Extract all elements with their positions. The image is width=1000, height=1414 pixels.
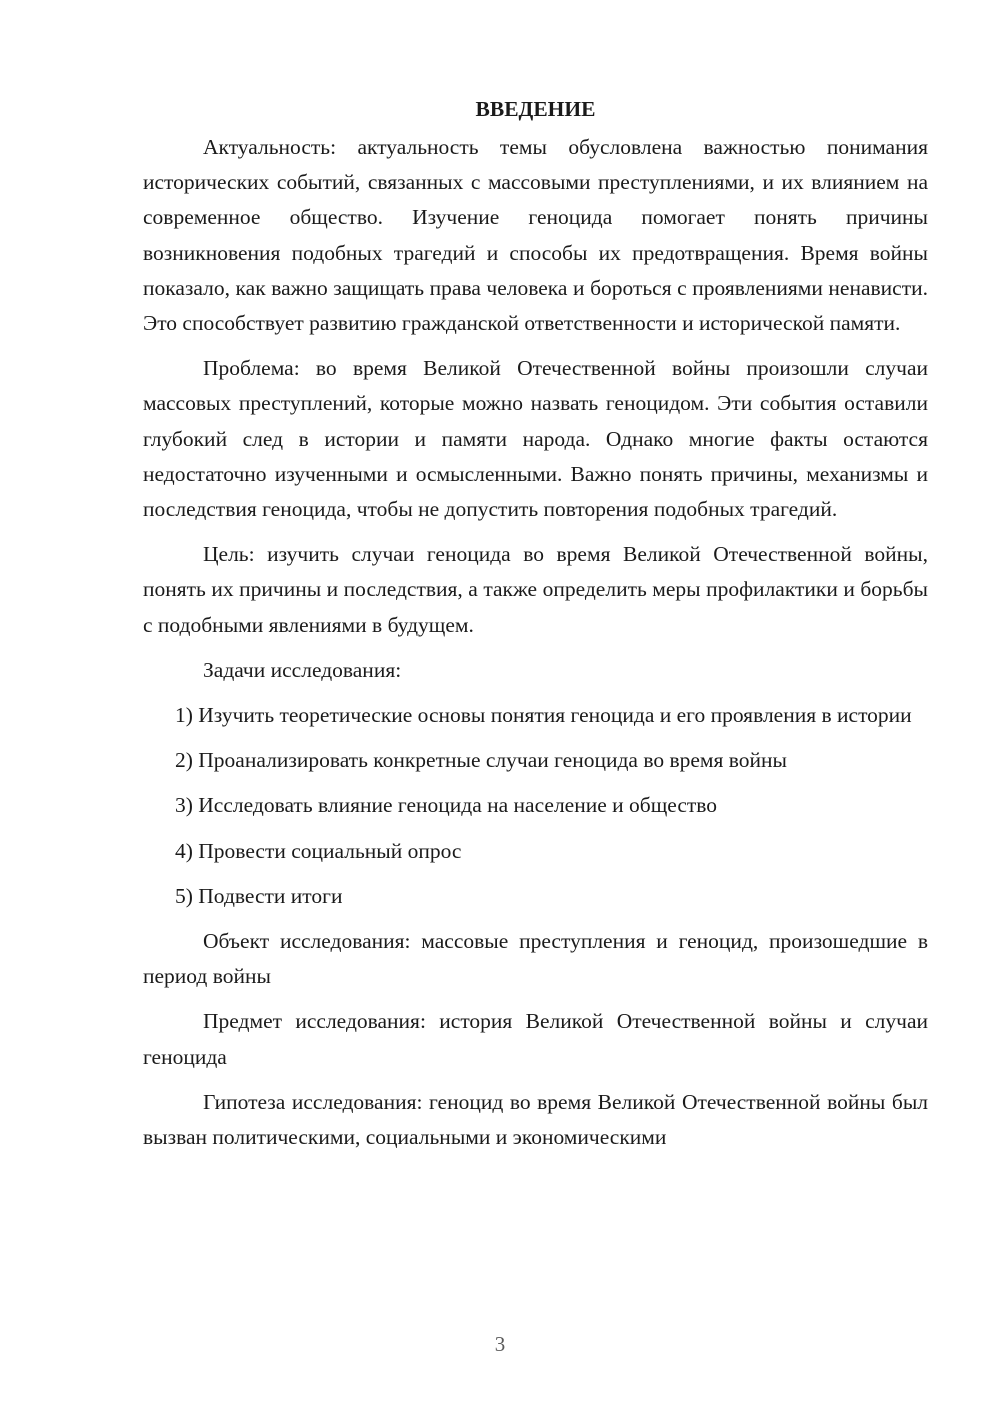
document-page — [143, 92, 928, 1155]
paragraph-subject: Предмет исследования: история Великой Отечественной войны и случаи геноцида — [143, 1009, 928, 1069]
list-item: 5) Подвести итоги — [175, 883, 343, 908]
paragraph-goal: Цель: изучить случаи геноцида во время Великой Отечественной войны, понять их причины и последствия, а также определить меры профилактики и борьбы с подобными явлениями в будущем. — [143, 542, 928, 637]
paragraph-tasks-heading: Задачи исследования: — [203, 657, 402, 682]
paragraph-hypothesis: Гипотеза исследования: геноцид во время Великой Отечественной войны был вызван политическими, социальными и экономическими — [143, 1089, 928, 1150]
paragraph-problem: Проблема: во время Великой Отечественной войны произошли случаи массовых преступлений, которые можно назвать геноцидом. Эти события оставили глубокий след в истории и памяти народа. Однако многие факты остаются недостаточно изученными и осмысленными. Важно понять причины, механизмы и последствия геноцида, чтобы не допустить повторения подобных трагедий. — [143, 356, 928, 522]
paragraph-object: Объект исследования: массовые преступления и геноцид, произошедшие в период войны — [143, 929, 928, 989]
list-item: 3) Исследовать влияние геноцида на население и общество — [175, 793, 718, 818]
tasks-list — [143, 698, 928, 914]
list-item: 2) Проанализировать конкретные случаи геноцида во время войны — [175, 748, 787, 773]
page-number: 3 — [494, 1332, 506, 1356]
list-item: 1) Изучить теоретические основы понятия геноцида и его проявления в истории — [175, 703, 912, 728]
section-title: ВВЕДЕНИЕ — [475, 97, 596, 121]
paragraph-relevance: Актуальность: актуальность темы обусловлена важностью понимания исторических событий, связанных с массовыми преступлениями, и их влиянием на современное общество. Изучение геноцида помогает понять причины возникновения подобных трагедий и способы их предотвращения. Время войны показало, как важно защищать права человека и бороться с проявлениями ненависти. Это способствует развитию гражданской ответственности и исторической памяти. — [143, 135, 928, 336]
list-item: 4) Провести социальный опрос — [175, 838, 462, 863]
